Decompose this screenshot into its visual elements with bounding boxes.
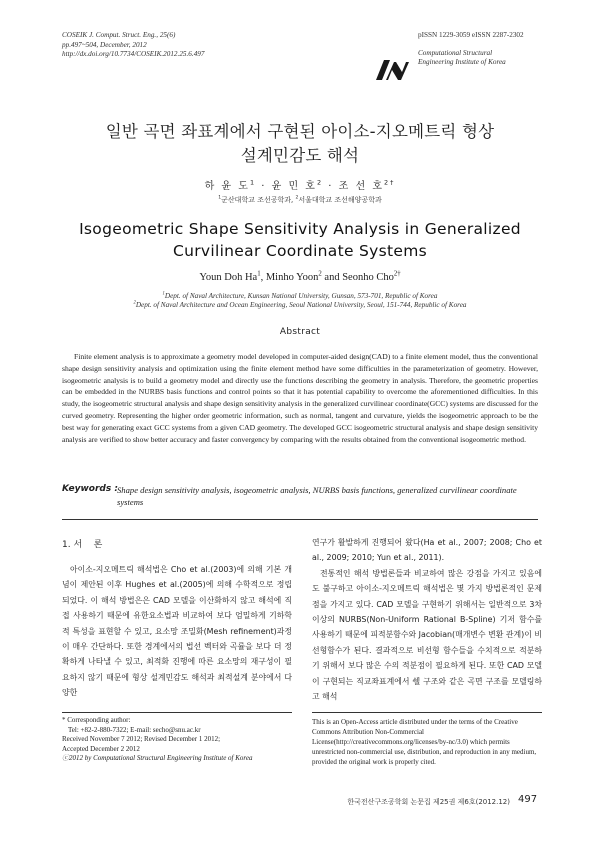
header-issn: pISSN 1229-3059 eISSN 2287-2302 xyxy=(418,31,524,39)
authors-korean: 하 윤 도$^1$ · 윤 민 호$^2$ · 조 선 호$^{2\dagger}$ xyxy=(204,178,396,192)
title-english-line2: Curvilinear Coordinate Systems xyxy=(172,242,428,260)
footnote-corresponding: * Corresponding author: xyxy=(62,716,131,724)
author-en-3: Seonho Cho xyxy=(342,272,394,283)
author-ko-1: 하 윤 도 xyxy=(204,181,250,192)
footnote-accepted: Accepted December 2 2012 xyxy=(62,744,140,753)
author-ko-2: 윤 민 호 xyxy=(271,181,317,192)
right-column-paragraph: 전통적인 해석 방법론들과 비교하여 많은 강점을 가지고 있음에도 불구하고 아이소-지오메트릭 해석법은 몇 가지 방법론적인 문제점을 가지고 있다. CAD 모델을 구현하기 위해서는 일반적으로 3차 이상의 NURBS(Non-Uniform Rational B-Spline) 기저 함수를 사용하기 때문에 피적분함수와 Jacobian(매개변수 변환 관계)이 비선형함수가 된다. 결과적으로 비선형 함수들을 수치적으로 적분하기 위해서 보다 많은 수의 적분점이 필요하게 된다. 또한 CAD 모델이 구현되는 직교좌표계에서 쉘 구조와 같은 곡면 구조를 모델링하고 해석 xyxy=(312,568,542,702)
right-column-continuation: 연구가 활발하게 진행되어 왔다(Ha et al., 2007; 2008; Cho et al., 2009; 2010; Yun et al., 2011). xyxy=(312,538,542,563)
footnote-copyright: ⓒ2012 by Computational Structural Engineering Institute of Korea xyxy=(62,754,253,762)
section-1-heading: 1. 서 론 xyxy=(62,540,103,550)
header-society-line2: Engineering Institute of Korea xyxy=(418,58,506,67)
author-ko-3: 조 선 호 xyxy=(338,181,384,192)
keywords-label: Keywords : xyxy=(62,484,118,494)
society-logo-icon xyxy=(374,58,410,82)
header-journal: COSEIK J. Comput. Struct. Eng., 25(6) xyxy=(62,31,176,39)
page-footer-journal: 한국전산구조공학회 논문집 제25권 제6호(2012.12) xyxy=(347,798,510,806)
authors-english: Youn Doh Ha$^1$, Minho Yoon$^2$ and Seonho Cho$^{2\dagger}$ xyxy=(199,270,401,283)
header-doi[interactable]: http://dx.doi.org/10.7734/COSEIK.2012.25.6.497 xyxy=(62,50,205,59)
footnote-contact: Tel: +82-2-880-7322; E-mail: secho@snu.ac.kr xyxy=(68,725,201,734)
abstract-body: Finite element analysis is to approximate a geometry model developed in computer-aided design(CAD) to a finite element model, thus the conventional shape design sensitivity analysis and optimization using the finite element method have some difficulties in the parameterization of geometry. However, isogeometric analysis is to build a geometry model and directly use the functions describing the geometry in analysis. Therefore, the geometric properties can be embedded in the NURBS basis functions and control points so that it has potential capability to overcome the aforementioned difficulties. In this study, the isogeometric structural analysis and shape design sensitivity analysis in the generalized curvilinear coordinate(GCC) systems are discussed for the curved geometry. Representing the higher order geometric information, such as normal, tangent and curvature, yields the isogeometric approach to be the best way for generating exact GCC systems from a given CAD geometry. The developed GCC isogeometric structural analysis and shape design sensitivity analysis are verified to show better accuracy and faster convergency by comparing with the results obtained from the conventional isogeometric method. xyxy=(62,352,538,444)
header-journal-info xyxy=(62,31,292,60)
title-english xyxy=(40,218,560,262)
affiliations-english xyxy=(30,292,570,311)
title-korean-line2: 설계민감도 해석 xyxy=(240,146,360,165)
header-issn-info xyxy=(418,31,578,68)
open-access-divider xyxy=(312,712,542,713)
title-korean-line1: 일반 곡면 좌표계에서 구현된 아이소-지오메트릭 형상 xyxy=(105,122,495,141)
footnote-received: Received November 7 2012; Revised December 1 2012; xyxy=(62,735,221,743)
abstract-heading: Abstract xyxy=(279,327,321,337)
keywords-text: Shape design sensitivity analysis, isogeometric analysis, NURBS basis functions, generalized curvilinear coordinate systems xyxy=(117,485,517,507)
page-number: 497 xyxy=(518,794,538,805)
affiliation-ko-2: 서울대학교 조선해양공학과 xyxy=(298,196,382,204)
author-en-1: Youn Doh Ha xyxy=(199,272,258,283)
open-access-notice: This is an Open-Access article distributed under the terms of the Creative Commons Attribution Non-Commercial License(http://creativecommons.org/licenses/by-nc/3.0) which permits unrestricted non-commercial use, distribution, and reproduction in any medium, provided the original work is properly cited. xyxy=(312,718,537,766)
header-pages: pp.497~504, December, 2012 xyxy=(62,40,147,49)
right-column-text xyxy=(312,535,542,704)
affiliations-korean: $^1$군산대학교 조선공학과, $^2$서울대학교 조선해양공학과 xyxy=(218,195,382,204)
keywords-divider xyxy=(62,519,538,520)
affiliation-en-2: $^2$Dept. of Naval Architecture and Ocean Engineering, Seoul National University, Seoul, 151-744, Republic of Korea xyxy=(133,301,467,310)
title-korean xyxy=(40,120,560,168)
footnote-block xyxy=(62,716,302,764)
affiliation-ko-1: 군산대학교 조선공학과, xyxy=(221,196,296,204)
left-column-paragraph: 아이소-지오메트릭 해석법은 Cho et al.(2003)에 의해 기본 개념이 제안된 이후 Hughes et al.(2005)에 의해 수학적으로 정립되었다. 이 해석 방법은은 CAD 모델을 이산화하지 않고 해석에 직접 사용하기 때문에 유한요소법과 비교하여 보다 엄밀하게 기하학적 특성을 표현할 수 있고, 요소망 조밀화(Mesh refinement)과정이 매우 간단하다. 또한 경계에서의 법선 벡터와 곡률을 보다 더 정확하게 나타낼 수 있고, 최적화 진행에 따른 요소망의 재구성이 필요하지 않기 때문에 형상 설계민감도 해석과 최적설계 분야에서 다양한 xyxy=(62,565,292,698)
footnote-divider xyxy=(62,712,292,713)
title-english-line1: Isogeometric Shape Sensitivity Analysis in Generalized xyxy=(79,220,521,238)
header-society-line1: Computational Structural xyxy=(418,48,493,57)
author-en-2: Minho Yoon xyxy=(265,272,319,283)
affiliation-en-1: $^1$Dept. of Naval Architecture, Kunsan National University, Gunsan, 573-701, Republic of Korea xyxy=(162,291,438,300)
